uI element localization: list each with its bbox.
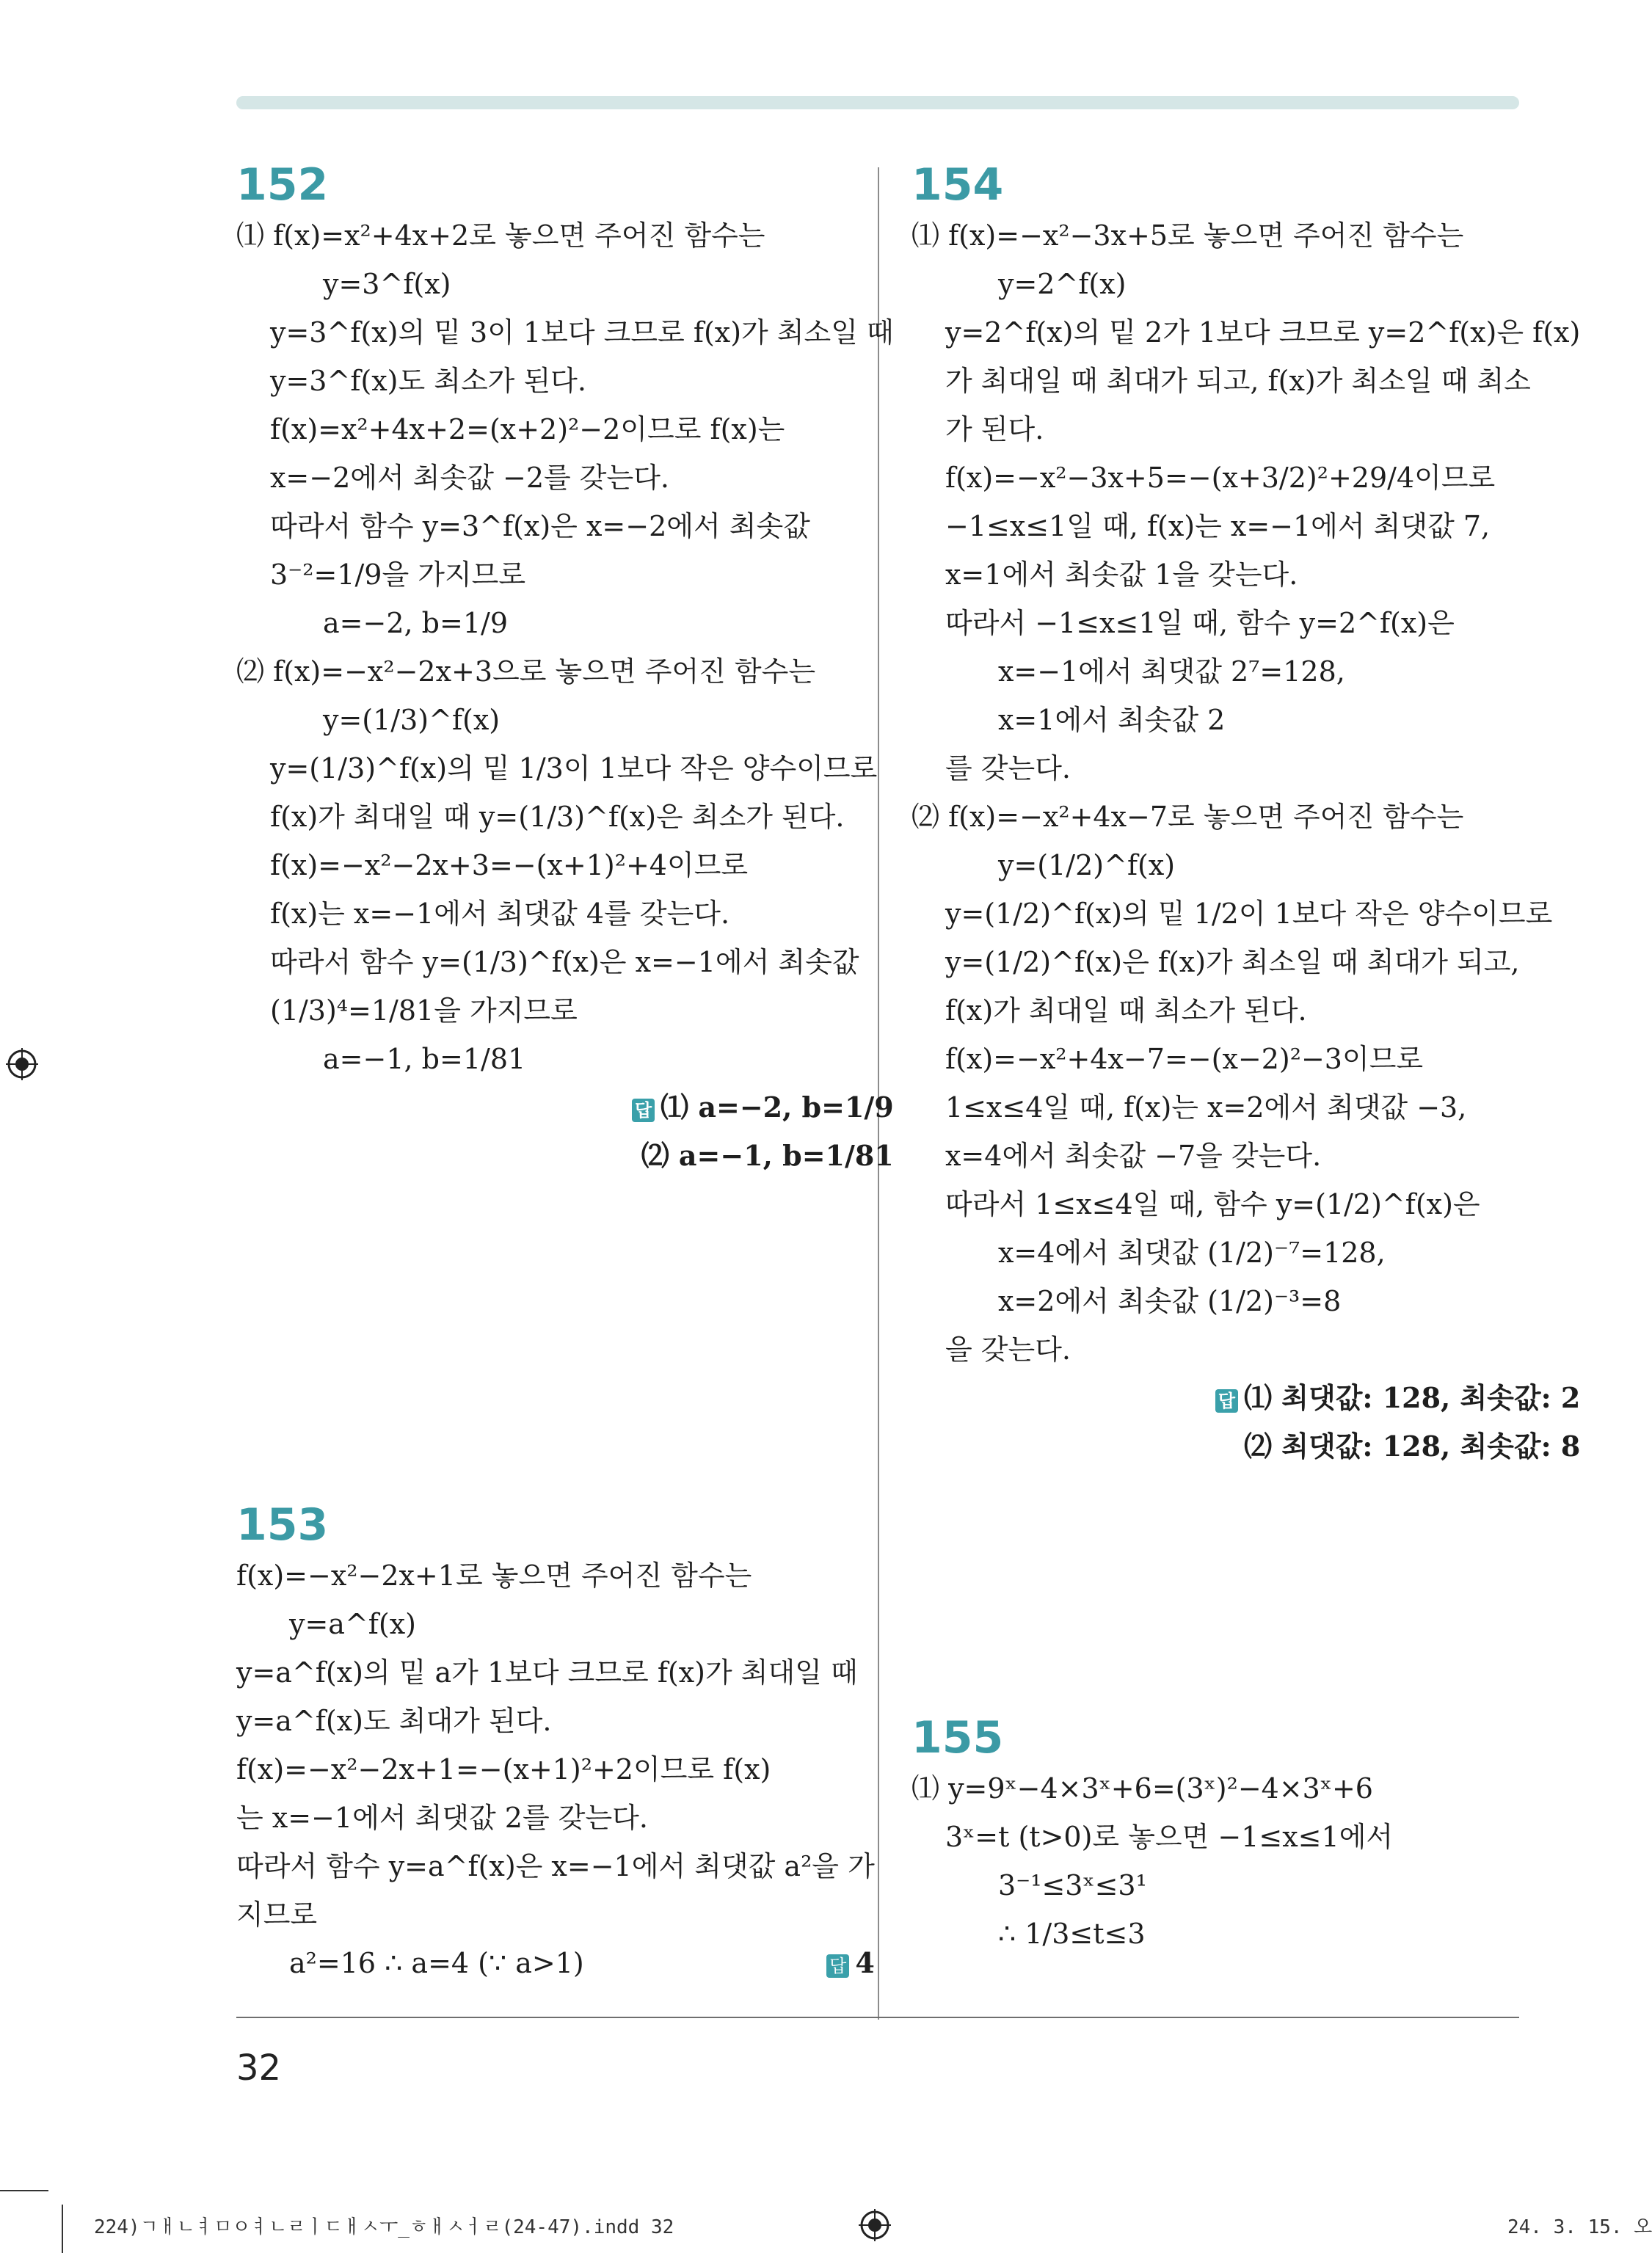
solution-line: 3⁻²=1/9을 가지므로 [270,558,526,591]
crop-mark [62,2205,63,2253]
solution-line: y=(1/2)^f(x) [998,849,1176,881]
answer-text: ⑵ 최댓값: 128, 최솟값: 8 [1244,1430,1581,1463]
solution-line [236,1939,875,1987]
answer-line [236,1083,894,1132]
solution-line: f(x)가 최대일 때 최소가 된다. [945,994,1307,1027]
solution-line: y=a^f(x)의 밑 a가 1보다 크므로 f(x)가 최대일 때 [236,1656,858,1689]
solution-155 [911,1764,1393,1958]
solution-line: y=(1/2)^f(x)은 f(x)가 최소일 때 최대가 되고, [945,946,1520,978]
solution-line: 따라서 함수 y=(1/3)^f(x)은 x=−1에서 최솟값 [270,946,859,978]
answer-text: ⑴ a=−2, b=1/9 [661,1091,894,1124]
solution-line: y=3^f(x)의 밑 3이 1보다 크므로 f(x)가 최소일 때 [270,316,894,349]
solution-line: (1/3)⁴=1/81을 가지므로 [270,994,578,1027]
solution-line: f(x)=−x²+4x−7=−(x−2)²−3이므로 [945,1043,1424,1075]
solution-line: ⑵ f(x)=−x²+4x−7로 놓으면 주어진 함수는 [911,801,1464,833]
registration-mark-icon [6,1048,38,1080]
solution-line: 는 x=−1에서 최댓값 2를 갖는다. [236,1802,648,1834]
solution-line: ∴ 1/3≤t≤3 [998,1918,1146,1950]
problem-153 [236,1499,875,1987]
bottom-rule [236,2017,1519,2018]
problem-152 [236,159,894,1180]
solution-line: x=4에서 최댓값 (1/2)⁻⁷=128, [998,1237,1386,1269]
page-number: 32 [236,2048,282,2089]
answer-text: ⑵ a=−1, b=1/81 [641,1139,894,1172]
footer-filename: 224)ㄱㅐㄴㅕㅁㅇㅕㄴㄹㅣㄷㅐㅅㅜ_ㅎㅐㅅㅓㄹ(24-47).indd 32 [94,2216,674,2238]
crop-mark [0,2190,48,2191]
solution-line: y=2^f(x) [998,268,1127,300]
answer-badge: 답 [1215,1389,1238,1413]
answer-inline [826,1939,875,1987]
answer-line [911,1422,1580,1471]
solution-line: x=4에서 최솟값 −7을 갖는다. [945,1140,1322,1172]
solution-line: ⑴ f(x)=x²+4x+2로 놓으면 주어진 함수는 [236,219,765,252]
problem-155 [911,1712,1394,1958]
solution-line: f(x)=x²+4x+2=(x+2)²−2이므로 f(x)는 [270,413,785,445]
solution-line: f(x)=−x²−3x+5=−(x+3/2)²+29/4이므로 [945,462,1496,494]
solution-line: f(x)=−x²−2x+1로 놓으면 주어진 함수는 [236,1559,752,1592]
answer-badge: 답 [632,1099,655,1122]
solution-line: y=2^f(x)의 밑 2가 1보다 크므로 y=2^f(x)은 f(x) [945,316,1581,349]
solution-line: ⑴ f(x)=−x²−3x+5로 놓으면 주어진 함수는 [911,219,1464,252]
solution-line: x=−2에서 최솟값 −2를 갖는다. [270,462,669,494]
solution-line: 따라서 1≤x≤4일 때, 함수 y=(1/2)^f(x)은 [945,1188,1480,1220]
solution-line: 1≤x≤4일 때, f(x)는 x=2에서 최댓값 −3, [945,1091,1467,1124]
solution-line: a=−2, b=1/9 [323,607,508,639]
equation-text: a²=16 ∴ a=4 (∵ a>1) [289,1947,584,1979]
solution-line: ⑴ y=9ˣ−4×3ˣ+6=(3ˣ)²−4×3ˣ+6 [911,1772,1373,1805]
solution-line: y=(1/3)^f(x) [323,704,501,736]
solution-line: 따라서 −1≤x≤1일 때, 함수 y=2^f(x)은 [945,607,1455,639]
registration-mark-icon [859,2209,891,2241]
solution-line: −1≤x≤1일 때, f(x)는 x=−1에서 최댓값 7, [945,510,1491,542]
solution-line: y=(1/3)^f(x)의 밑 1/3이 1보다 작은 양수이므로 [270,752,878,785]
solution-line: 가 된다. [945,413,1044,445]
solution-line: y=3^f(x)도 최소가 된다. [270,365,586,397]
solution-line: y=a^f(x) [289,1608,416,1640]
solution-line: ⑵ f(x)=−x²−2x+3으로 놓으면 주어진 함수는 [236,655,816,688]
solution-line: x=1에서 최솟값 1을 갖는다. [945,558,1298,591]
solution-line: x=−1에서 최댓값 2⁷=128, [998,655,1345,688]
answer-text: 4 [855,1946,875,1979]
solution-line: 지므로 [236,1899,318,1931]
solution-line: x=1에서 최솟값 2 [998,704,1226,736]
problem-number: 154 [911,159,1004,211]
answer-line [236,1132,894,1180]
solution-154 [911,211,1580,1471]
answer-badge: 답 [826,1954,849,1978]
solution-line: 따라서 함수 y=3^f(x)은 x=−2에서 최솟값 [270,510,810,542]
solution-line: y=(1/2)^f(x)의 밑 1/2이 1보다 작은 양수이므로 [945,898,1553,930]
solution-153 [236,1551,875,1987]
solution-line: x=2에서 최솟값 (1/2)⁻³=8 [998,1285,1342,1317]
solution-line: f(x)=−x²−2x+1=−(x+1)²+2이므로 f(x) [236,1753,771,1786]
footer-date: 24. 3. 15. 오 [1507,2216,1652,2238]
solution-line: 가 최대일 때 최대가 되고, f(x)가 최소일 때 최소 [945,365,1531,397]
solution-line: f(x)가 최대일 때 y=(1/3)^f(x)은 최소가 된다. [270,801,845,833]
solution-line: f(x)는 x=−1에서 최댓값 4를 갖는다. [270,898,730,930]
solution-line: 을 갖는다. [945,1333,1071,1366]
problem-number: 152 [236,159,329,211]
top-decorative-bar [236,96,1519,109]
solution-line: 를 갖는다. [945,752,1071,785]
answer-line [911,1374,1580,1422]
solution-line: 3⁻¹≤3ˣ≤3¹ [998,1869,1147,1901]
solution-line: y=3^f(x) [323,268,451,300]
problem-number: 155 [911,1712,1004,1764]
problem-154 [911,159,1581,1471]
solution-152 [236,211,894,1180]
problem-number: 153 [236,1499,329,1551]
answer-text: ⑴ 최댓값: 128, 최솟값: 2 [1244,1381,1581,1414]
solution-line: 3ˣ=t (t>0)로 놓으면 −1≤x≤1에서 [945,1821,1394,1853]
solution-line: 따라서 함수 y=a^f(x)은 x=−1에서 최댓값 a²을 가 [236,1850,875,1882]
solution-line: y=a^f(x)도 최대가 된다. [236,1705,552,1737]
solution-line: f(x)=−x²−2x+3=−(x+1)²+4이므로 [270,849,749,881]
solution-line: a=−1, b=1/81 [323,1043,526,1075]
